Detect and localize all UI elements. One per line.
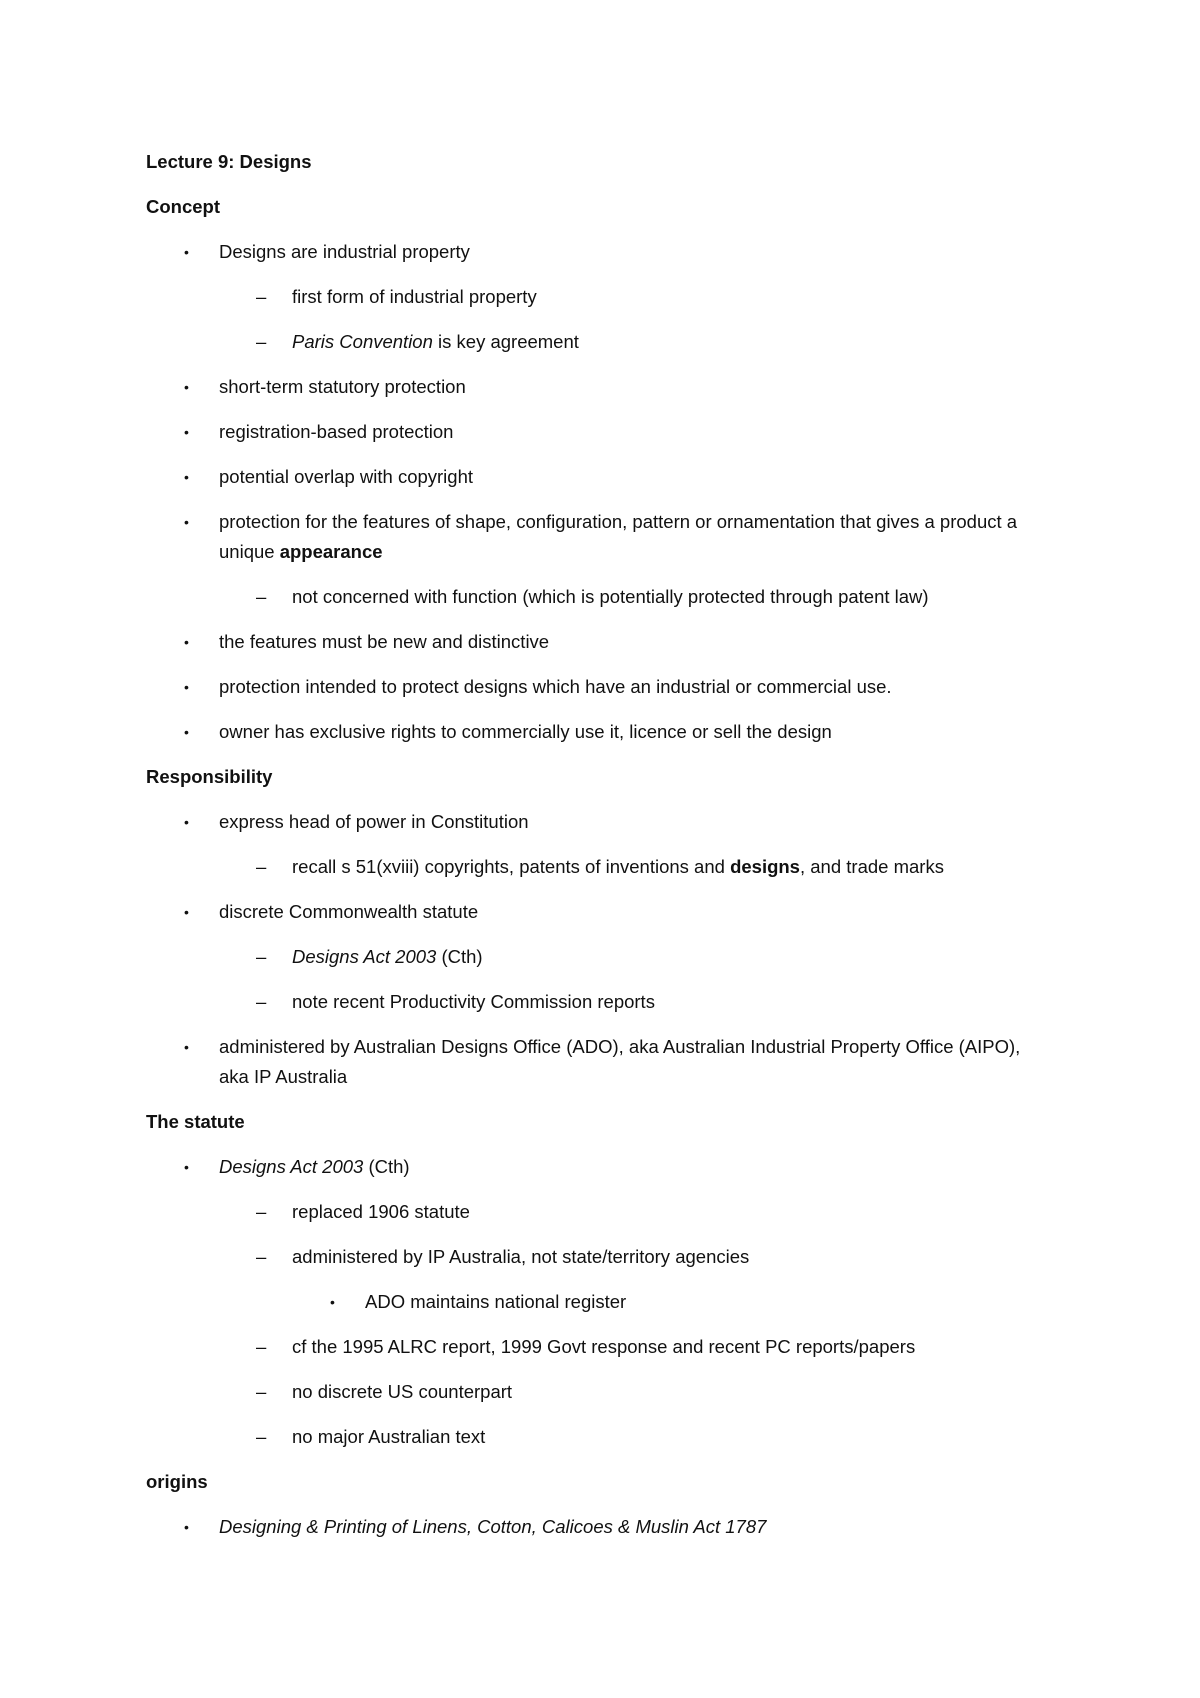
list-item	[146, 372, 1046, 402]
list-item-text	[365, 1291, 626, 1312]
text-segment: replaced 1906 statute	[292, 1201, 470, 1222]
list-item	[146, 1152, 1046, 1182]
text-segment: Designing & Printing of Linens, Cotton, Calicoes & Muslin Act 1787	[219, 1516, 767, 1537]
dash-marker: –	[256, 1426, 267, 1447]
list-item	[146, 1512, 1046, 1542]
list-item-text	[219, 901, 478, 922]
list-item	[146, 807, 1046, 837]
list-item-text	[292, 286, 537, 307]
list-item-text	[292, 586, 929, 607]
list-item-text	[219, 721, 832, 742]
list-item-text	[219, 421, 453, 442]
list-item	[146, 1287, 1046, 1317]
list-item	[146, 942, 1046, 972]
text-segment: discrete Commonwealth statute	[219, 901, 479, 922]
text-segment: not concerned with function (which is potentially protected through patent law)	[292, 586, 929, 607]
list-item	[146, 1422, 1046, 1452]
list-item	[146, 987, 1046, 1017]
dash-marker: –	[256, 331, 267, 352]
bullet-marker: •	[184, 514, 189, 530]
list-item	[146, 1032, 1046, 1092]
text-segment: owner has exclusive rights to commercially use it, licence or sell the design	[219, 721, 832, 742]
list-item-text	[219, 511, 1017, 562]
text-segment: is key agreement	[432, 331, 579, 352]
text-segment: note recent Productivity Commission reports	[292, 991, 655, 1012]
text-segment: Designs Act 2003	[219, 1156, 364, 1177]
text-segment: (Cth)	[436, 946, 483, 967]
dash-marker: –	[256, 991, 267, 1012]
text-segment: express head of power in Constitution	[219, 811, 529, 832]
list-item-text	[219, 241, 470, 262]
section-heading: Responsibility	[146, 766, 273, 787]
bullet-marker: •	[184, 904, 189, 920]
list-item	[146, 717, 1046, 747]
dash-marker: –	[256, 1201, 267, 1222]
dash-marker: –	[256, 286, 267, 307]
list-item-text	[292, 1201, 470, 1222]
text-segment: administered by IP Australia, not state/territory agencies	[292, 1246, 750, 1267]
dash-marker: –	[256, 1381, 267, 1402]
text-segment: protection for the features of shape, configuration, pattern or ornamentation that gives a product a unique	[219, 511, 1018, 562]
text-segment: administered by Australian Designs Office (ADO), aka Australian Industrial Property Office (AIPO), aka IP Australia	[219, 1036, 1021, 1087]
bullet-marker: •	[184, 1039, 189, 1055]
list-item	[146, 1197, 1046, 1227]
list-item	[146, 417, 1046, 447]
list-item-text	[292, 991, 655, 1012]
text-segment: recall s 51(xviii) copyrights, patents of inventions and	[292, 856, 731, 877]
list-item-text	[292, 1246, 749, 1267]
text-segment: registration-based protection	[219, 421, 454, 442]
dash-marker: –	[256, 1336, 267, 1357]
bullet-marker: •	[184, 634, 189, 650]
bullet-marker: •	[184, 814, 189, 830]
bullet-marker: •	[330, 1294, 335, 1310]
text-segment: (Cth)	[363, 1156, 410, 1177]
document-body	[146, 147, 1046, 1557]
list-item	[146, 462, 1046, 492]
list-item-text	[219, 811, 529, 832]
text-segment: protection intended to protect designs which have an industrial or commercial use.	[219, 676, 892, 697]
bullet-marker: •	[184, 1159, 189, 1175]
text-segment: ADO maintains national register	[365, 1291, 627, 1312]
bullet-marker: •	[184, 724, 189, 740]
text-segment: , and trade marks	[799, 856, 944, 877]
list-item-text	[292, 946, 483, 967]
text-segment: first form of industrial property	[292, 286, 537, 307]
list-item-text	[219, 631, 549, 652]
document-title: Lecture 9: Designs	[146, 151, 312, 172]
bullet-marker: •	[184, 379, 189, 395]
list-item-text	[219, 676, 892, 697]
list-item	[146, 1332, 1046, 1362]
dash-marker: –	[256, 586, 267, 607]
list-item-text	[292, 1426, 485, 1447]
bullet-marker: •	[184, 244, 189, 260]
section-heading: origins	[146, 1471, 208, 1492]
text-segment: potential overlap with copyright	[219, 466, 474, 487]
bullet-marker: •	[184, 469, 189, 485]
sections-container	[146, 192, 1046, 1542]
list-item	[146, 672, 1046, 702]
list-item	[146, 282, 1046, 312]
section-heading: The statute	[146, 1111, 245, 1132]
list-item	[146, 897, 1046, 927]
text-segment: Paris Convention	[292, 331, 433, 352]
list-item-text	[292, 1381, 512, 1402]
list-item	[146, 507, 1046, 567]
text-segment: no discrete US counterpart	[292, 1381, 513, 1402]
list-item	[146, 237, 1046, 267]
dash-marker: –	[256, 946, 267, 967]
text-segment: Designs Act 2003	[292, 946, 437, 967]
list-item	[146, 1242, 1046, 1272]
text-segment: cf the 1995 ALRC report, 1999 Govt response and recent PC reports/papers	[292, 1336, 916, 1357]
list-item-text	[292, 1336, 915, 1357]
list-item-text	[219, 1036, 1020, 1087]
list-item	[146, 627, 1046, 657]
list-item-text	[219, 1516, 766, 1537]
bullet-marker: •	[184, 1519, 189, 1535]
list-item-text	[219, 376, 466, 397]
section-heading: Concept	[146, 196, 220, 217]
list-item	[146, 327, 1046, 357]
dash-marker: –	[256, 856, 267, 877]
list-item	[146, 582, 1046, 612]
list-item	[146, 1377, 1046, 1407]
text-segment: Designs are industrial property	[219, 241, 470, 262]
bullet-marker: •	[184, 679, 189, 695]
list-item-text	[219, 466, 473, 487]
text-segment: appearance	[279, 541, 383, 562]
text-segment: the features must be new and distinctive	[219, 631, 550, 652]
dash-marker: –	[256, 1246, 267, 1267]
list-item-text	[292, 331, 579, 352]
text-segment: designs	[730, 856, 800, 877]
bullet-marker: •	[184, 424, 189, 440]
text-segment: no major Australian text	[292, 1426, 486, 1447]
text-segment: short-term statutory protection	[219, 376, 466, 397]
list-item-text	[219, 1156, 410, 1177]
list-item	[146, 852, 1046, 882]
list-item-text	[292, 856, 944, 877]
